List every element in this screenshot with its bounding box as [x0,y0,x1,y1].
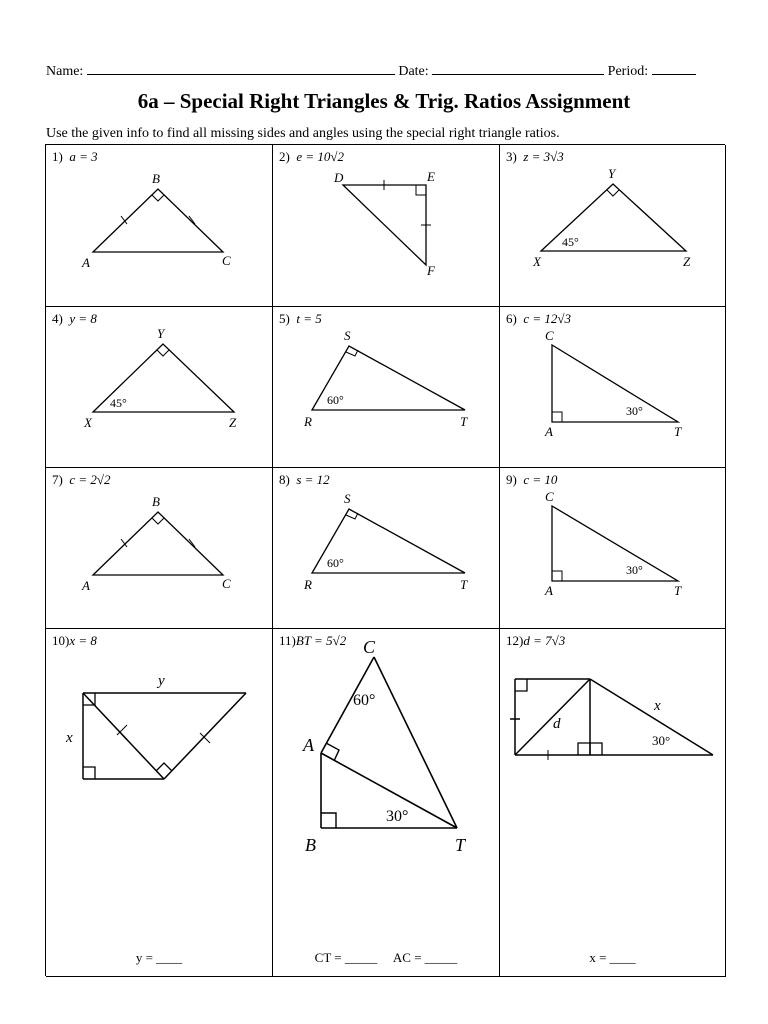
vertex-label: Z [683,254,691,269]
isosceles-right-triangle-diagram [46,468,271,628]
vertex-label: R [304,577,312,592]
angle-label: 60° [327,393,344,407]
problem-3 [500,145,726,307]
angle-label: 60° [327,556,344,570]
vertex-label: A [82,255,90,270]
composite-triangle-diagram [273,629,498,929]
given-value: c = 10 [523,472,558,487]
given-value: t = 5 [296,311,322,326]
name-label: Name: [46,64,84,79]
problem-number: 3) [506,149,517,164]
problem-10 [46,629,273,977]
given-value: c = 2√2 [69,472,111,487]
vertex-label: Z [229,415,237,430]
vertex-label: B [152,494,160,509]
vertex-label: T [455,835,466,855]
given-value: a = 3 [69,149,98,164]
problem-12 [500,629,726,977]
vertex-label: S [344,328,351,343]
vertex-label: C [545,489,554,504]
date-label: Date: [398,64,429,79]
given-value: x = 8 [69,633,97,648]
angle-label: 30° [386,808,409,825]
problem-number: 7) [52,472,63,487]
right-triangle-diagram [273,145,498,305]
problem-number: 2) [279,149,290,164]
vertex-label: C [545,328,554,343]
given-value: c = 12√3 [523,311,572,326]
angle-label: 30° [626,404,643,418]
problem-number: 9) [506,472,517,487]
right-triangle-diagram [500,307,724,467]
problem-number: 5) [279,311,290,326]
isosceles-right-triangle-diagram [46,145,271,305]
given-value: z = 3√3 [523,149,564,164]
angle-label: 30° [652,733,671,748]
side-label: x [66,730,73,746]
problem-5 [273,307,500,468]
right-triangle-diagram [273,468,498,628]
date-field[interactable] [432,62,604,75]
angle-label: 30° [626,563,643,577]
isosceles-right-triangle-diagram [500,145,724,305]
vertex-label: S [344,491,351,506]
vertex-label: Y [608,166,616,181]
right-triangle-diagram [273,307,498,467]
angle-label: 60° [353,692,376,709]
vertex-label: X [84,415,92,430]
vertex-label: A [82,578,90,593]
problem-6 [500,307,726,468]
vertex-label: R [304,414,312,429]
problem-8 [273,468,500,629]
page-title: 6a – Special Right Triangles & Trig. Ratios Assignment [137,89,631,113]
name-field[interactable] [87,62,395,75]
vertex-label: C [363,637,376,657]
problem-1 [46,145,273,307]
angle-label: 45° [562,235,579,249]
composite-triangle-diagram [500,629,724,929]
problem-2 [273,145,500,307]
problem-number: 10) [52,633,70,648]
vertex-label: T [460,577,468,592]
vertex-label: T [674,583,682,598]
problem-number: 12) [506,633,524,648]
period-field[interactable] [652,62,696,75]
answer-blank[interactable]: x = ____ [589,950,636,965]
instructions: Use the given info to find all missing sides and angles using the special right triangle ratios. [46,126,560,141]
period-label: Period: [607,64,649,79]
side-label: y [158,673,165,689]
problem-9 [500,468,726,629]
problem-number: 6) [506,311,517,326]
vertex-label: F [427,263,435,278]
isosceles-right-triangle-diagram [46,307,271,467]
problem-11 [273,629,500,977]
vertex-label: E [427,169,435,184]
vertex-label: A [303,735,314,755]
answer-blank[interactable]: y = ____ [135,950,183,965]
problem-number: 8) [279,472,290,487]
given-value: y = 8 [69,311,97,326]
vertex-label: A [545,424,553,439]
problem-grid [45,144,725,976]
given-value: BT = 5√2 [295,633,347,648]
vertex-label: A [545,583,553,598]
side-label: d [553,716,561,732]
angle-label: 45° [110,396,127,410]
problem-4 [46,307,273,468]
given-value: s = 12 [296,472,330,487]
problem-number: 4) [52,311,63,326]
vertex-label: B [152,171,160,186]
given-value: e = 10√2 [296,149,345,164]
vertex-label: C [222,576,231,591]
vertex-label: T [460,414,468,429]
composite-triangle-diagram [46,629,271,929]
right-triangle-diagram [500,468,724,628]
vertex-label: X [533,254,541,269]
vertex-label: Y [157,326,165,341]
vertex-label: C [222,253,231,268]
vertex-label: T [674,424,682,439]
given-value: d = 7√3 [523,633,566,648]
problem-7 [46,468,273,629]
problem-number: 1) [52,149,63,164]
answer-blank[interactable]: CT = _____ AC = _____ [314,950,458,965]
vertex-label: B [305,835,316,855]
header-line [46,62,696,80]
side-label: x [654,698,661,714]
vertex-label: D [334,170,344,185]
problem-number: 11) [279,633,296,648]
